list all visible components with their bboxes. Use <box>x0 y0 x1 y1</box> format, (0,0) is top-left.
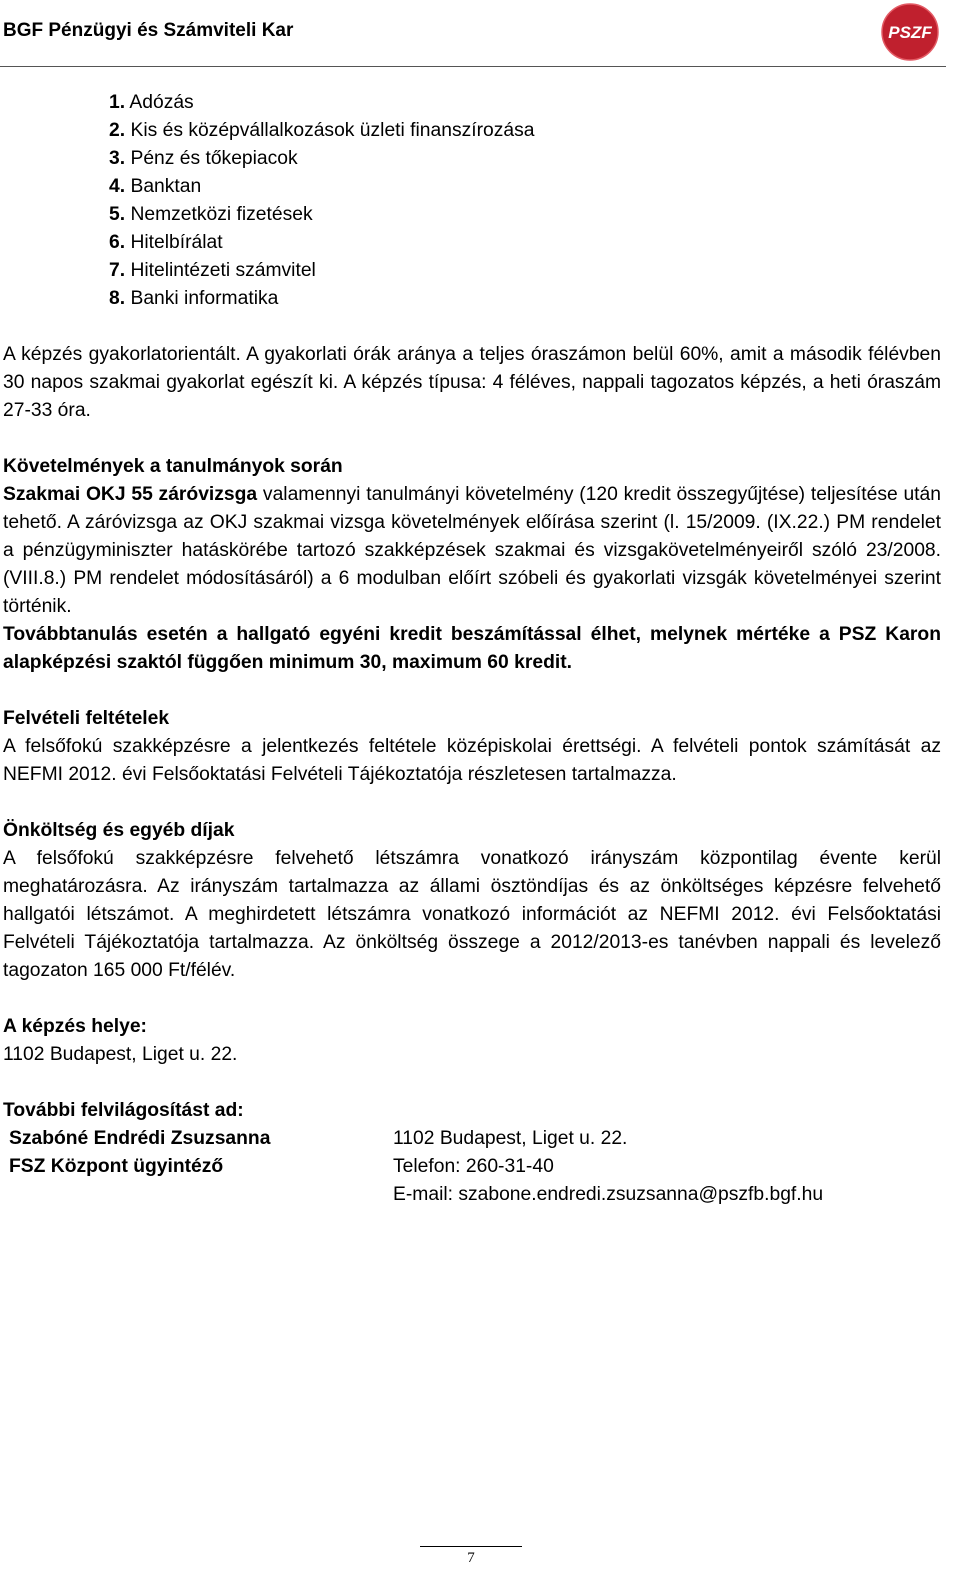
fees-heading: Önköltség és egyéb díjak <box>3 820 235 841</box>
page-body <box>3 89 941 1209</box>
contact-phone: Telefon: 260-31-40 <box>393 1156 554 1177</box>
pszf-logo <box>880 2 940 62</box>
subject-number: 8. <box>109 288 126 309</box>
subject-item <box>109 201 941 229</box>
footer-divider <box>420 1546 522 1547</box>
logo-text: PSZF <box>888 23 932 42</box>
subject-name: Banki informatika <box>130 288 279 309</box>
subject-item <box>109 117 941 145</box>
requirements-body: valamennyi tanulmányi követelmény (120 kredit összegyűjtése) teljesítése után tehető. A záróvizsga az OKJ szakmai vizsga követelmények előírása szerint (l. 15/2009. (IX.22.) PM rendelet a pénzügyminiszter hatáskörébe tartozó szakképzések szakmai és vizsgakövetelményeiről szóló 23/2008. (VIII.8.) PM rendelet módosításáról) a 6 modulban előírt szóbeli és gyakorlati vizsgák követelményei szerint történik. <box>3 484 941 617</box>
subject-number: 1. <box>109 92 126 113</box>
fees-paragraph: A felsőfokú szakképzésre felvehető létszámra vonatkozó irányszám központilag évente kerül meghatározásra. Az irányszám tartalmazza az állami ösztöndíjas és az önköltséges képzésre felvehető hallgatói létszámot. A meghirdetett létszámra vonatkozó információt az NEFMI 2012. évi Felsőoktatási Felvételi Tájékoztatója tartalmazza. Az önköltség összege a 2012/2013-es tanévben nappali és levelező tagozaton 165 000 Ft/félév. <box>3 848 941 981</box>
subject-item <box>109 257 941 285</box>
header-divider <box>0 66 946 67</box>
subject-item <box>109 229 941 257</box>
contact-role: FSZ Központ ügyintéző <box>9 1156 224 1177</box>
contact-block <box>9 1125 941 1209</box>
location-address: 1102 Budapest, Liget u. 22. <box>3 1044 238 1065</box>
subject-number: 7. <box>109 260 126 281</box>
contact-email[interactable]: E-mail: szabone.endredi.zsuzsanna@pszfb.bgf.hu <box>393 1184 824 1205</box>
subject-name: Pénz és tőkepiacok <box>130 148 298 169</box>
admission-paragraph: A felsőfokú szakképzésre a jelentkezés feltétele középiskolai érettségi. A felvételi pontok számítását az NEFMI 2012. évi Felsőoktatási Felvételi Tájékoztatója részletesen tartalmazza. <box>3 736 941 785</box>
page-number: 7 <box>467 1550 475 1566</box>
intro-paragraph: A képzés gyakorlatorientált. A gyakorlati órák aránya a teljes óraszámon belül 60%, amit a második félévben 30 napos szakmai gyakorlat egészít ki. A képzés típusa: 4 féléves, nappali tagozatos képzés, a heti óraszám 27-33 óra. <box>3 344 941 421</box>
subject-item <box>109 89 941 117</box>
further-study-paragraph: Továbbtanulás esetén a hallgató egyéni kredit beszámítással élhet, melynek mértéke a PSZ Karon alapképzési szaktól függően minimum 30, maximum 60 kredit. <box>3 624 941 673</box>
subject-item <box>109 145 941 173</box>
requirements-paragraph <box>3 481 941 621</box>
subject-list <box>3 89 941 313</box>
page-header <box>0 0 960 68</box>
subject-name: Banktan <box>130 176 202 197</box>
subject-name: Kis és középvállalkozások üzleti finanszírozása <box>130 120 535 141</box>
subject-name: Hitelintézeti számvitel <box>130 260 316 281</box>
subject-item <box>109 173 941 201</box>
subject-name: Adózás <box>129 92 194 113</box>
contact-address: 1102 Budapest, Liget u. 22. <box>393 1128 628 1149</box>
location-heading: A képzés helye: <box>3 1016 147 1037</box>
contact-heading: További felvilágosítást ad: <box>3 1100 244 1121</box>
subject-number: 3. <box>109 148 126 169</box>
subject-item <box>109 285 941 313</box>
requirements-heading: Követelmények a tanulmányok során <box>3 456 343 477</box>
contact-name: Szabóné Endrédi Zsuzsanna <box>9 1128 271 1149</box>
subject-number: 6. <box>109 232 126 253</box>
subject-name: Hitelbírálat <box>130 232 223 253</box>
subject-number: 5. <box>109 204 126 225</box>
faculty-title: BGF Pénzügyi és Számviteli Kar <box>3 20 294 41</box>
requirements-lead: Szakmai OKJ 55 záróvizsga <box>3 484 258 505</box>
admission-heading: Felvételi feltételek <box>3 708 170 729</box>
subject-number: 2. <box>109 120 126 141</box>
subject-name: Nemzetközi fizetések <box>130 204 313 225</box>
subject-number: 4. <box>109 176 126 197</box>
